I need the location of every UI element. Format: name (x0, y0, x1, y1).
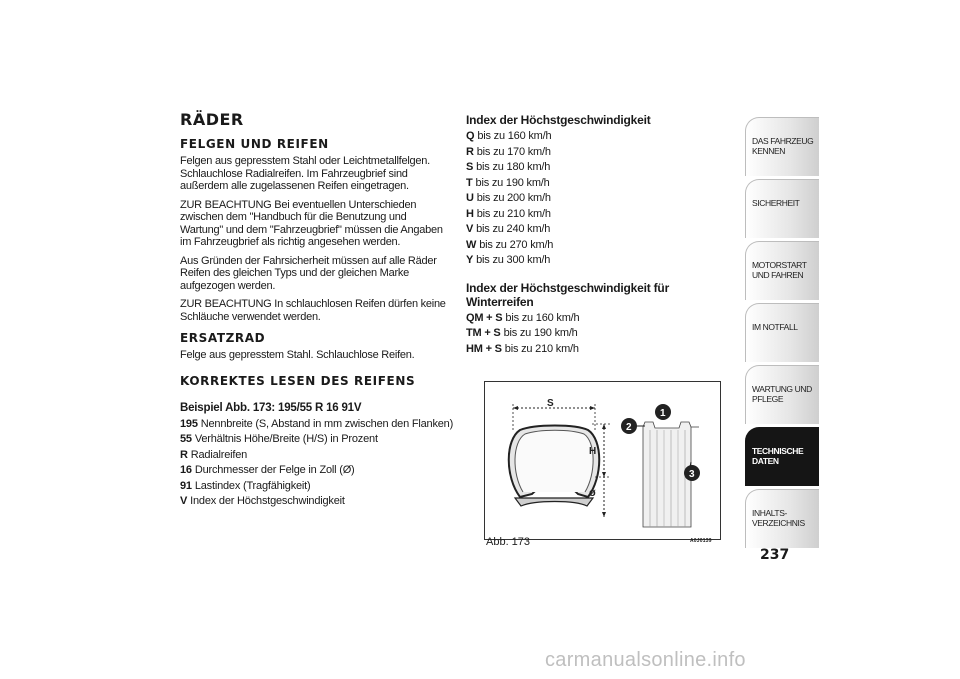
callout-1-label: 1 (660, 408, 666, 419)
item-text: bis zu 160 km/h (505, 311, 580, 324)
paragraph-spare-wheel: Felge aus gepresstem Stahl. Schlauchlose Reifen. (180, 349, 415, 361)
item-text: bis zu 190 km/h (475, 176, 550, 189)
winter-index-title: Index der Höchstgeschwindigkeit für Winterreifen (466, 280, 670, 309)
item-text: bis zu 240 km/h (476, 223, 551, 235)
item-text: Verhältnis Höhe/Breite (H/S) in Prozent (194, 433, 378, 445)
speed-item (466, 222, 726, 238)
callout-2-label: 2 (626, 422, 632, 433)
speed-item (466, 191, 726, 207)
item-code: Y (466, 254, 474, 266)
chapter-tabs (745, 117, 819, 551)
tab-maintenance[interactable]: WARTUNG UND PFLEGE (745, 365, 819, 424)
section-title-reading-tire: KORREKTES LESEN DES REIFENS (180, 373, 416, 388)
item-text: bis zu 200 km/h (476, 192, 551, 204)
paragraph-safety: Aus Gründen der Fahrsicherheit müssen auf alle Räder Reifen des gleichen Typs und der gleichen Marke aufgezogen werden. (180, 254, 437, 292)
label-s: S (547, 398, 554, 409)
example-item (180, 417, 454, 433)
tab-starting-driving[interactable]: MOTORSTART UND FAHREN (745, 241, 819, 300)
item-code: V (466, 223, 474, 235)
item-code: 195 (180, 417, 198, 430)
speed-item (466, 160, 726, 176)
item-text: bis zu 170 km/h (476, 145, 551, 158)
speed-index-list (466, 129, 726, 269)
item-code: 55 (180, 433, 192, 445)
page-number: 237 (760, 547, 790, 563)
item-code: TM + S (466, 327, 501, 339)
tire-diagram (484, 381, 721, 540)
speed-item (466, 207, 726, 223)
example-item (180, 432, 450, 448)
item-code: 91 (180, 479, 192, 492)
tire-cross-section-drawing (485, 382, 720, 539)
item-text: Nennbreite (S, Abstand in mm zwischen den Flanken) (200, 417, 454, 430)
watermark: carmanualsonline.info (545, 649, 746, 671)
item-text: bis zu 210 km/h (476, 207, 551, 220)
callout-3-label: 3 (689, 469, 695, 480)
paragraph-note-tubes: ZUR BEACHTUNG In schlauchlosen Reifen dürfen keine Schläuche verwendet werden. (180, 298, 446, 323)
item-code: R (180, 448, 188, 461)
item-text: Lastindex (Tragfähigkeit) (194, 479, 311, 492)
item-text: bis zu 270 km/h (479, 238, 554, 251)
right-column (466, 113, 726, 357)
item-text: bis zu 190 km/h (503, 327, 578, 339)
section-title-rims-tires: FELGEN UND REIFEN (180, 137, 329, 151)
example-item (180, 479, 450, 495)
winter-index-list (466, 311, 726, 358)
figure-caption: Abb. 173 (486, 536, 531, 548)
callout-1 (655, 404, 671, 420)
item-code: R (466, 145, 474, 158)
item-text: Radialreifen (190, 448, 248, 461)
speed-item (466, 238, 726, 254)
chapter-title: RÄDER (180, 110, 244, 129)
item-code: HM + S (466, 342, 502, 355)
item-text: Durchmesser der Felge in Zoll (Ø) (194, 464, 355, 476)
paragraph-note-registration: ZUR BEACHTUNG Bei eventuellen Unterschieden zwischen dem "Handbuch für die Benutzung und Wartung" und dem "Fahrzeugbrief" müssen die Angaben im Fahrzeugbrief als richtig angesehen werden. (180, 198, 443, 248)
tab-safety[interactable]: SICHERHEIT (745, 179, 819, 238)
winter-item (466, 311, 726, 327)
speed-item (466, 145, 726, 161)
speed-item (466, 176, 726, 192)
item-text: bis zu 160 km/h (477, 130, 552, 142)
example-item (180, 448, 450, 464)
item-code: 16 (180, 464, 192, 476)
section-title-spare-wheel: ERSATZRAD (180, 331, 266, 345)
item-code: QM + S (466, 311, 503, 324)
item-code: S (466, 161, 474, 173)
item-code: W (466, 238, 477, 251)
item-code: V (180, 495, 188, 507)
item-code: Q (466, 130, 475, 142)
left-column (180, 110, 454, 510)
item-code: T (466, 176, 473, 189)
winter-item (466, 342, 726, 358)
item-code: H (466, 207, 474, 220)
tab-index[interactable]: INHALTS-VERZEICHNIS (745, 489, 819, 548)
example-item (180, 494, 450, 510)
label-diameter: ø (589, 487, 596, 499)
item-text: bis zu 180 km/h (476, 161, 551, 173)
speed-item (466, 253, 726, 269)
example-title: Beispiel Abb. 173: 195/55 R 16 91V (180, 401, 362, 414)
item-text: bis zu 210 km/h (504, 342, 579, 355)
speed-item (466, 129, 726, 145)
speed-index-title: Index der Höchstgeschwindigkeit (466, 113, 651, 127)
item-code: U (466, 192, 474, 204)
example-list (180, 417, 454, 510)
callout-2 (621, 418, 645, 434)
figure-code: A0J0139 (690, 538, 712, 544)
tab-emergency[interactable]: IM NOTFALL (745, 303, 819, 362)
item-text: bis zu 300 km/h (476, 254, 551, 266)
tab-vehicle-knowledge[interactable]: DAS FAHRZEUG KENNEN (745, 117, 819, 176)
winter-item (466, 326, 726, 342)
item-text: Index der Höchstgeschwindigkeit (190, 495, 345, 507)
example-item (180, 463, 450, 479)
paragraph-rims: Felgen aus gepresstem Stahl oder Leichtmetallfelgen. Schlauchlose Radialreifen. Im Fahrzeugbrief sind außerdem alle zugelassenen Reifen eingetragen. (180, 155, 430, 192)
tab-technical-data[interactable]: TECHNISCHE DATEN (745, 427, 819, 486)
label-h: H (589, 446, 597, 457)
tire-profile (509, 426, 600, 507)
